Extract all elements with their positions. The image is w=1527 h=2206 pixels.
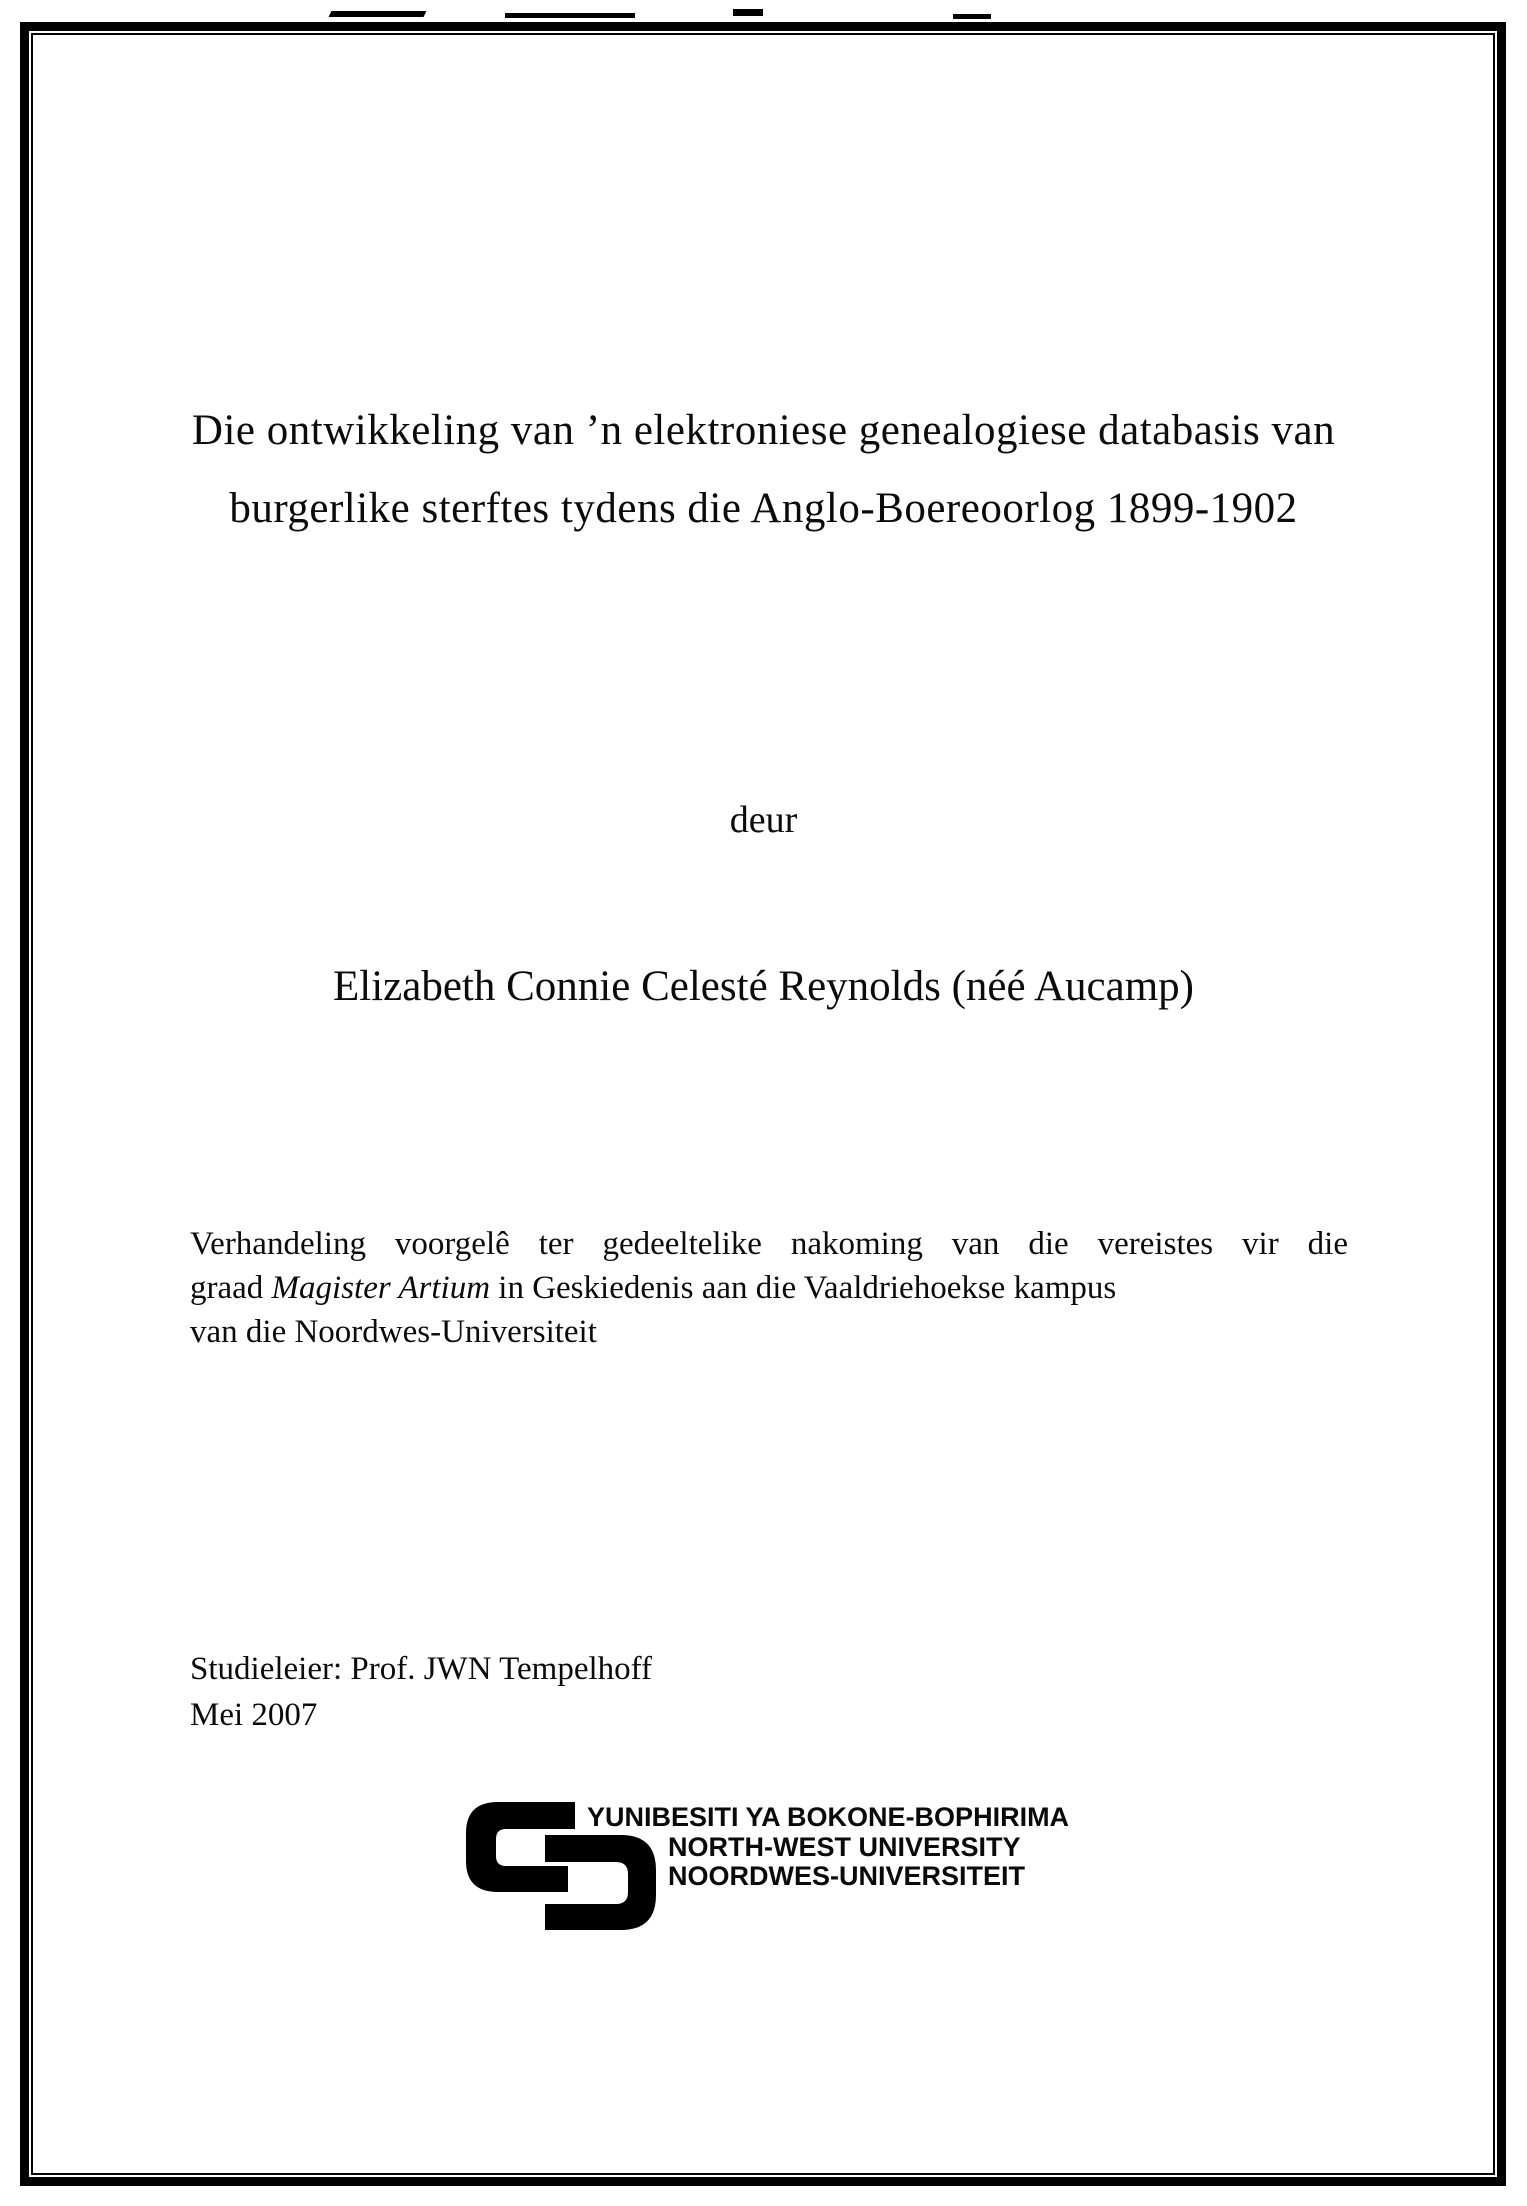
degree-name: Magister Artium xyxy=(271,1270,491,1306)
scan-artifact xyxy=(733,9,763,16)
scan-artifact xyxy=(953,14,991,19)
supervisor-line: Studieleier: Prof. JWN Tempelhoff xyxy=(190,1651,653,1687)
scan-artifact xyxy=(505,13,635,18)
byline-label: deur xyxy=(729,799,798,841)
logo-text-english: NORTH-WEST UNIVERSITY xyxy=(668,1831,1021,1862)
thesis-title xyxy=(60,392,1467,548)
statement-line-2-pre: graad xyxy=(190,1270,272,1306)
scan-artifact xyxy=(329,11,427,17)
supervisor-block xyxy=(190,1646,652,1738)
thesis-title-line-2: burgerlike sterftes tydens die Anglo-Boereoorlog 1899-1902 xyxy=(229,485,1298,532)
university-logo xyxy=(466,1800,1086,1932)
author-name: Elizabeth Connie Celesté Reynolds (néé Aucamp) xyxy=(333,963,1194,1010)
university-logo-text xyxy=(587,1803,1069,1892)
statement-line-1: Verhandeling voorgelê ter gedeeltelike nakoming van die vereistes vir die xyxy=(190,1226,1348,1262)
statement-line-2 xyxy=(190,1266,1348,1310)
statement-line-2-post: in Geskiedenis aan die Vaaldriehoekse kampus xyxy=(490,1270,1117,1306)
logo-text-afrikaans: NOORDWES-UNIVERSITEIT xyxy=(668,1861,1026,1891)
date-line: Mei 2007 xyxy=(190,1697,318,1733)
statement-line-3: van die Noordwes-Universiteit xyxy=(190,1314,597,1350)
logo-text-setswana: YUNIBESITI YA BOKONE-BOPHIRIMA xyxy=(587,1802,1070,1832)
thesis-title-line-1: Die ontwikkeling van ’n elektroniese genealogiese databasis van xyxy=(191,407,1336,454)
thesis-statement xyxy=(190,1222,1348,1354)
